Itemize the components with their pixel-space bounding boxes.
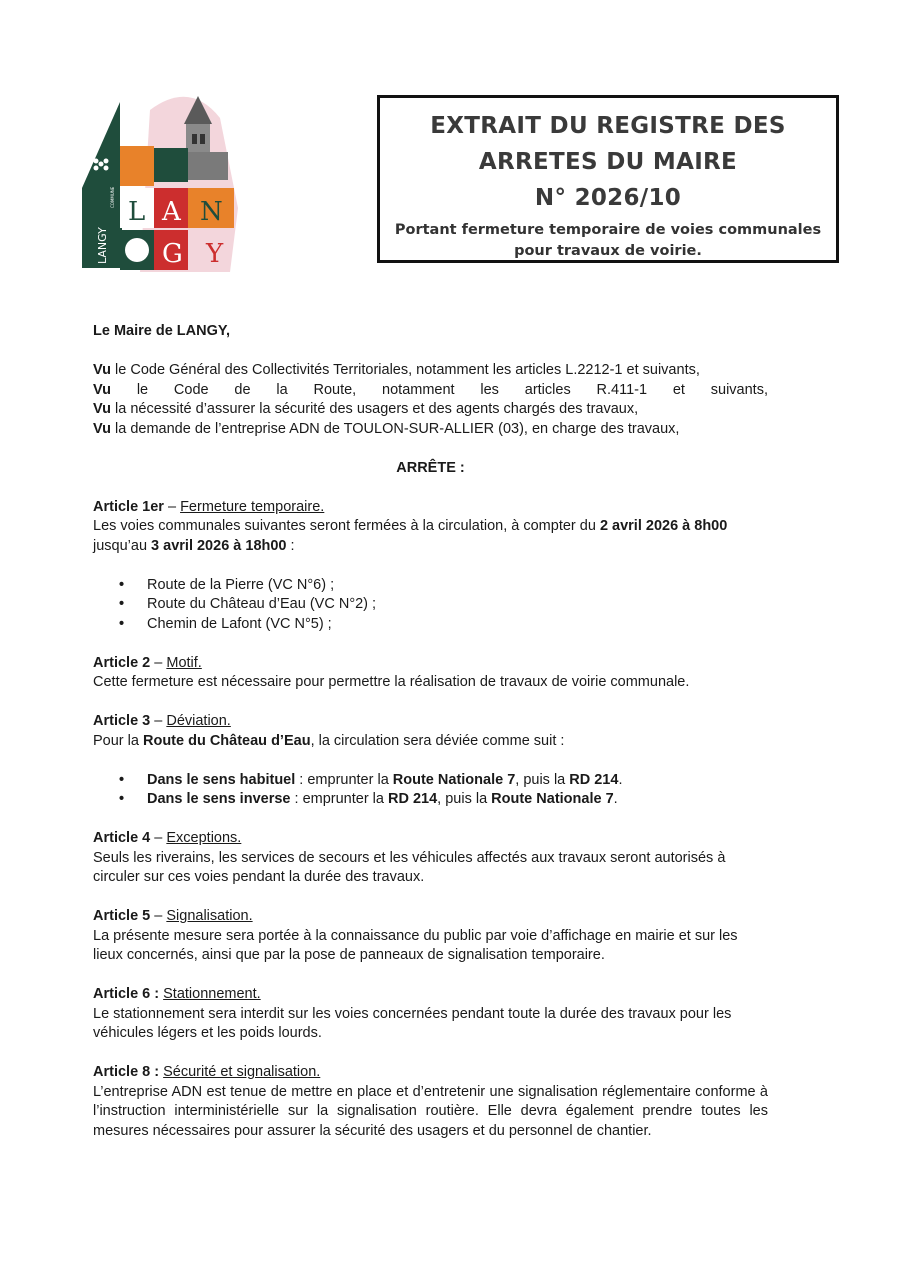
- decree-subtitle: Portant fermeture temporaire de voies communales pour travaux de voirie.: [394, 222, 822, 259]
- article-5-heading: Article 5 – Signalisation.: [93, 908, 253, 924]
- logo-letter-y: Y: [206, 239, 224, 269]
- logo-letter-a: A: [162, 197, 181, 227]
- list-item: • Chemin de Lafont (VC N°5) ;: [147, 615, 768, 635]
- closed-roads-list: [93, 576, 768, 635]
- arrete-heading: ARRÊTE :: [396, 459, 465, 476]
- vu-clause: Vu la nécessité d’assurer la sécurité des usagers et des agents chargés des travaux,: [93, 401, 639, 417]
- logo-commune-label: COMMUNE: [110, 186, 115, 208]
- list-item: • Route de la Pierre (VC N°6) ;: [147, 576, 768, 596]
- decree-body: [93, 322, 768, 1141]
- title-line-1: EXTRAIT DU REGISTRE DES: [430, 113, 786, 139]
- vu-clause: Vu la demande de l’entreprise ADN de TOULON-SUR-ALLIER (03), en charge des travaux,: [93, 420, 680, 437]
- article-6-text: Le stationnement sera interdit sur les voies concernées pendant toute la durée des travaux pour les véhicules légers et les poids lourds.: [93, 1005, 732, 1041]
- logo-letter-g: G: [162, 239, 183, 269]
- article-6-heading: Article 6 : Stationnement.: [93, 986, 261, 1002]
- logo-letter-n: N: [200, 197, 223, 227]
- article-8-heading: Article 8 : Sécurité et signalisation.: [93, 1064, 321, 1080]
- article-4-text: Seuls les riverains, les services de secours et les véhicules affectés aux travaux seront autorisés à circuler sur ces voies pendant la durée des travaux.: [93, 849, 726, 885]
- article-2-heading: Article 2 – Motif.: [93, 654, 202, 671]
- title-line-2: ARRETES DU MAIRE: [478, 149, 738, 175]
- langy-logo-graphic: [80, 88, 242, 272]
- title-box: [377, 95, 839, 263]
- list-item: • Route du Château d’Eau (VC N°2) ;: [147, 595, 768, 615]
- vu-clause: Vu le Code de la Route, notamment les articles R.411-1 et suivants,: [93, 381, 768, 398]
- article-4-heading: Article 4 – Exceptions.: [93, 830, 242, 846]
- article-2-text: Cette fermeture est nécessaire pour permettre la réalisation de travaux de voirie communale.: [93, 674, 690, 690]
- article-5-text: La présente mesure sera portée à la connaissance du public par voie d’affichage en mairie et sur les lieux concernés, ainsi que par la pose de panneaux de signalisation temporaire.: [93, 927, 738, 963]
- list-item: • Dans le sens habituel : emprunter la Route Nationale 7, puis la RD 214.: [147, 771, 768, 791]
- article-1-text: Les voies communales suivantes seront fermées à la circulation, à compter du 2 avril 2026 à 8h00 jusqu’au 3 avril 2026 à 18h00 :: [93, 518, 728, 554]
- detour-list: [93, 771, 768, 810]
- decree-number: N° 2026/10: [534, 185, 682, 211]
- article-3-heading: Article 3 – Déviation.: [93, 713, 231, 729]
- vu-clause: Vu le Code Général des Collectivités Territoriales, notamment les articles L.2212-1 et suivants,: [93, 362, 700, 378]
- logo-letter-l: L: [128, 197, 146, 227]
- list-item: • Dans le sens inverse : emprunter la RD 214, puis la Route Nationale 7.: [147, 790, 768, 810]
- langy-logo: [80, 88, 242, 272]
- mayor-heading: Le Maire de LANGY,: [93, 323, 230, 339]
- article-3-text: Pour la Route du Château d’Eau, la circulation sera déviée comme suit :: [93, 732, 565, 749]
- logo-vertical-name: LANGY: [96, 227, 109, 264]
- article-8-text: L’entreprise ADN est tenue de mettre en place et d’entretenir une signalisation réglementaire conforme à l’instruction interministérielle sur la signalisation routière. Elle devra également prendre toutes les mesures nécessaires pour assurer la sécurité des usagers et du personnel de chantier.: [93, 1083, 768, 1139]
- article-1-heading: Article 1er – Fermeture temporaire.: [93, 498, 325, 515]
